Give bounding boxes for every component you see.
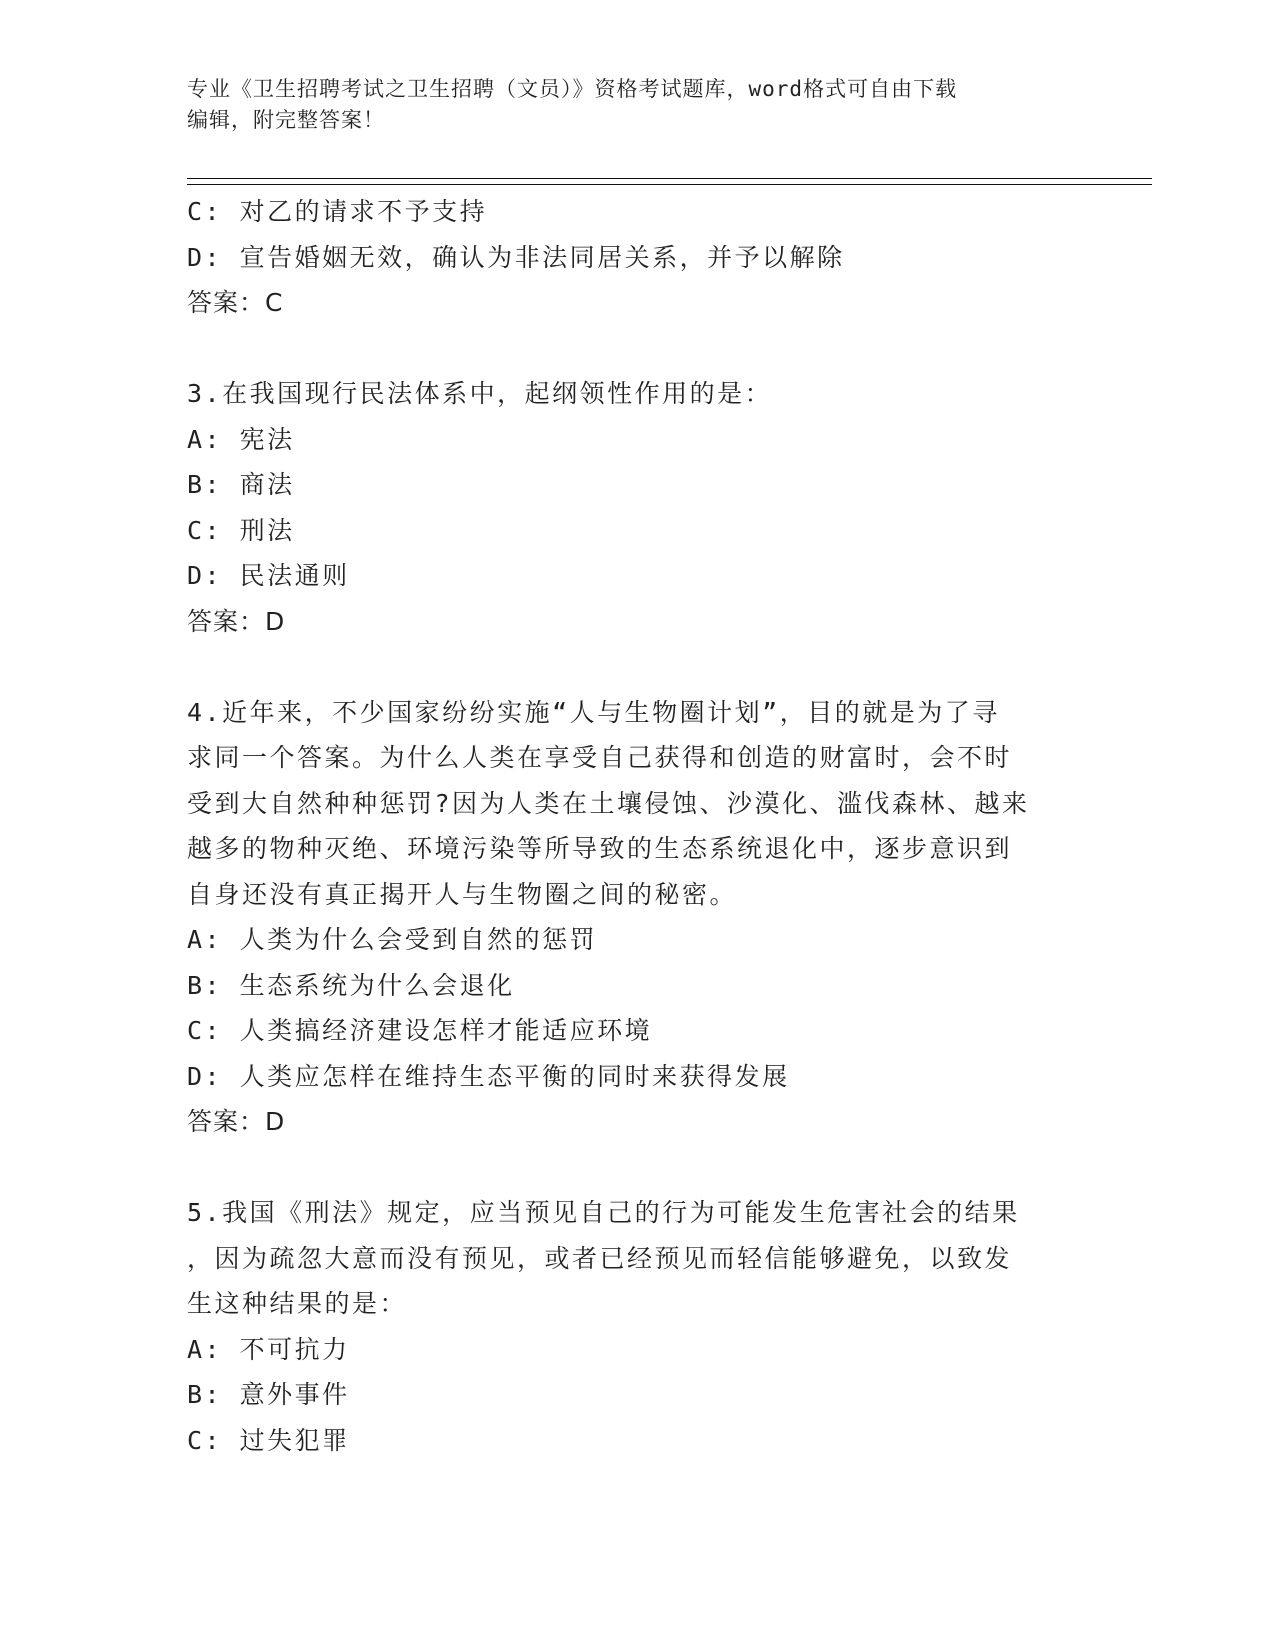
spacer [187, 1145, 1087, 1191]
q4-stem-line: 受到大自然种种惩罚?因为人类在土壤侵蚀、沙漠化、滥伐森林、越来 [187, 788, 1030, 818]
q4-option-b: B: 生态系统为什么会退化 [187, 970, 515, 1000]
q3-option-b: B: 商法 [187, 470, 295, 499]
spacer [187, 326, 1087, 372]
q2-answer: 答案：C [187, 288, 284, 317]
q5-stem-line: ，因为疏忽大意而没有预见，或者已经预见而轻信能够避免，以致发 [187, 1243, 1013, 1273]
q3-stem: 3.在我国现行民法体系中，起纲领性作用的是： [187, 379, 773, 408]
q5-option-a: A: 不可抗力 [187, 1334, 350, 1364]
header-line-2: 编辑，附完整答案！ [187, 108, 385, 132]
q4-stem-line: 自身还没有真正揭开人与生物圈之间的秘密。 [187, 879, 738, 909]
q5-option-b: B: 意外事件 [187, 1380, 350, 1409]
q4-option-a: A: 人类为什么会受到自然的惩罚 [187, 925, 598, 954]
q5-stem-line: 5.我国《刑法》规定，应当预见自己的行为可能发生危害社会的结果 [187, 1198, 1020, 1227]
q4-stem-line: 越多的物种灭绝、环境污染等所导致的生态系统退化中，逐步意识到 [187, 834, 1013, 863]
q3-option-a: A: 宪法 [187, 424, 295, 454]
q3-answer: 答案：D [187, 606, 286, 636]
document-header [187, 74, 1087, 136]
q2-option-c: C: 对乙的请求不予支持 [187, 197, 488, 226]
q4-option-d: D: 人类应怎样在维持生态平衡的同时来获得发展 [187, 1061, 790, 1091]
q4-stem-line: 求同一个答案。为什么人类在享受自己获得和创造的财富时，会不时 [187, 743, 1013, 772]
header-line-1: 专业《卫生招聘考试之卫生招聘（文员）》资格考试题库，word格式可自由下载 [187, 77, 958, 101]
q2-option-d: D: 宣告婚姻无效，确认为非法同居关系，并予以解除 [187, 242, 845, 272]
question-content [187, 189, 1087, 1463]
q4-stem-line: 4.近年来，不少国家纷纷实施“人与生物圈计划”，目的就是为了寻 [187, 697, 1000, 727]
spacer [187, 644, 1087, 690]
q4-option-c: C: 人类搞经济建设怎样才能适应环境 [187, 1016, 653, 1045]
q4-answer: 答案：D [187, 1107, 286, 1136]
q5-stem-line: 生这种结果的是： [187, 1289, 408, 1318]
q3-option-d: D: 民法通则 [187, 561, 350, 590]
q5-option-c: C: 过失犯罪 [187, 1425, 350, 1455]
header-divider [187, 178, 1152, 185]
q3-option-c: C: 刑法 [187, 515, 295, 545]
